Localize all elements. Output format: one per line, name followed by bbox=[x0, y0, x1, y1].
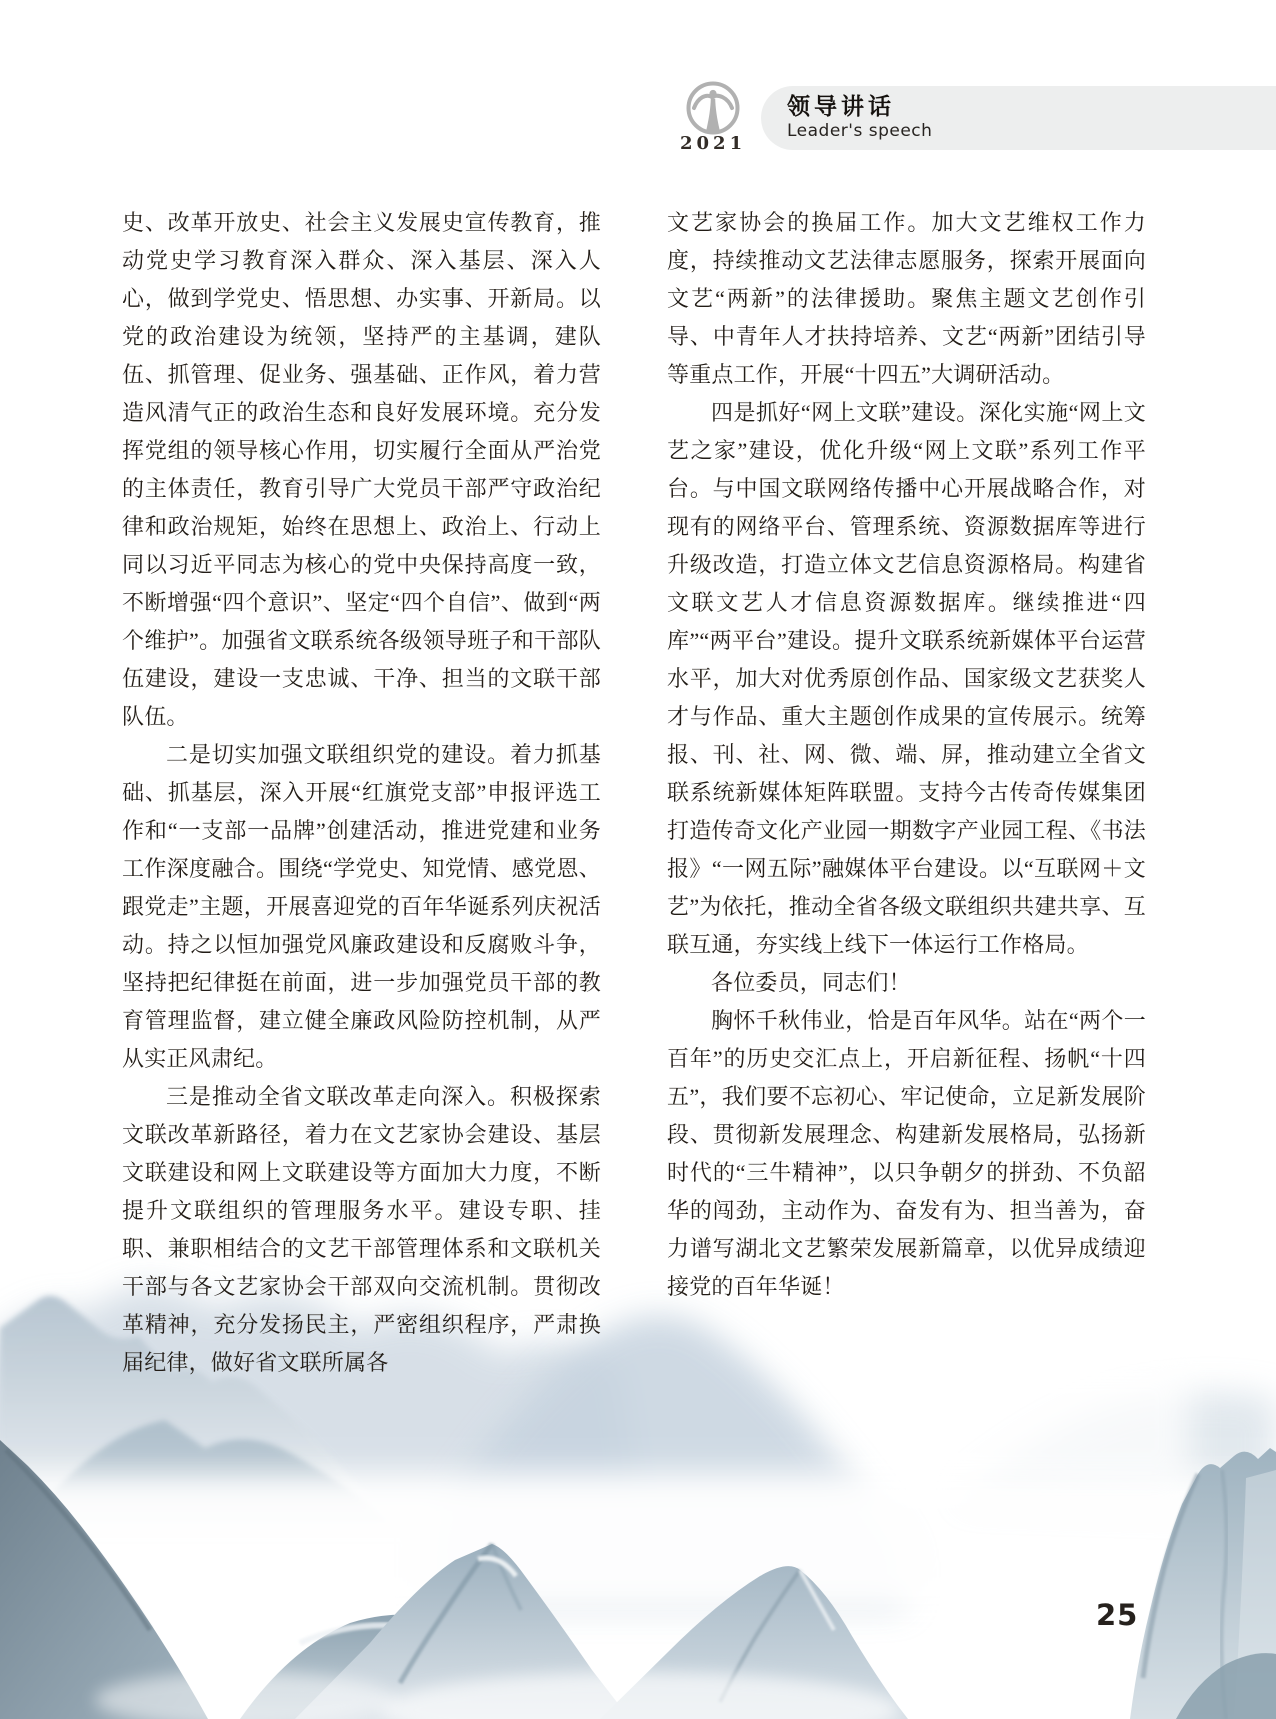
page-number: 25 bbox=[1096, 1598, 1139, 1632]
article-body bbox=[122, 204, 1146, 1382]
left-column bbox=[122, 204, 601, 1382]
section-header-band bbox=[761, 86, 1276, 150]
right-column bbox=[667, 204, 1146, 1382]
federation-emblem-icon bbox=[686, 81, 740, 135]
section-title-zh: 领导讲话 bbox=[787, 94, 895, 120]
paragraph: 各位委员，同志们！ bbox=[711, 970, 911, 995]
paragraph: 二是切实加强文联组织党的建设。着力抓基础、抓基层，深入开展“红旗党支部”申报评选工作和“一支部一品牌”创建活动，推进党建和业务工作深度融合。围绕“学党史、知党情、感党恩、跟党走”主题，开展喜迎党的百年华诞系列庆祝活动。持之以恒加强党风廉政建设和反腐败斗争，坚持把纪律挺在前面，进一步加强党员干部的教育管理监督，建立健全廉政风险防控机制，从严从实正风肃纪。 bbox=[122, 742, 601, 1071]
logo-year-label: 2021 bbox=[680, 133, 747, 154]
section-title-en: Leader's speech bbox=[787, 121, 933, 141]
paragraph: 三是推动全省文联改革走向深入。积极探索文联改革新路径，着力在文艺家协会建设、基层文联建设和网上文联建设等方面加大力度，不断提升文联组织的管理服务水平。建设专职、挂职、兼职相结合的文艺干部管理体系和文联机关干部与各文艺家协会干部双向交流机制。贯彻改革精神，充分发扬民主，严密组织程序，严肃换届纪律，做好省文联所属各 bbox=[122, 1084, 601, 1375]
paragraph: 史、改革开放史、社会主义发展史宣传教育，推动党史学习教育深入群众、深入基层、深入人心，做到学党史、悟思想、办实事、开新局。以党的政治建设为统领，坚持严的主基调，建队伍、抓管理、促业务、强基础、正作风，着力营造风清气正的政治生态和良好发展环境。充分发挥党组的领导核心作用，切实履行全面从严治党的主体责任，教育引导广大党员干部严守政治纪律和政治规矩，始终在思想上、政治上、行动上同以习近平同志为核心的党中央保持高度一致，不断增强“四个意识”、坚定“四个自信”、做到“两个维护”。加强省文联系统各级领导班子和干部队伍建设，建设一支忠诚、干净、担当的文联干部队伍。 bbox=[122, 210, 601, 729]
paragraph: 文艺家协会的换届工作。加大文艺维权工作力度，持续推动文艺法律志愿服务，探索开展面向文艺“两新”的法律援助。聚焦主题文艺创作引导、中青年人才扶持培养、文艺“两新”团结引导等重点工作，开展“十四五”大调研活动。 bbox=[667, 210, 1146, 387]
paragraph: 四是抓好“网上文联”建设。深化实施“网上文艺之家”建设，优化升级“网上文联”系列工作平台。与中国文联网络传播中心开展战略合作，对现有的网络平台、管理系统、资源数据库等进行升级改造，打造立体文艺信息资源格局。构建省文联文艺人才信息资源数据库。继续推进“四库”“两平台”建设。提升文联系统新媒体平台运营水平，加大对优秀原创作品、国家级文艺获奖人才与作品、重大主题创作成果的宣传展示。统筹报、刊、社、网、微、端、屏，推动建立全省文联系统新媒体矩阵联盟。支持今古传奇传媒集团打造传奇文化产业园一期数字产业园工程、《书法报》“一网五际”融媒体平台建设。以“互联网＋文艺”为依托，推动全省各级文联组织共建共享、互联互通，夯实线上线下一体运行工作格局。 bbox=[667, 400, 1146, 957]
paragraph: 胸怀千秋伟业，恰是百年风华。站在“两个一百年”的历史交汇点上，开启新征程、扬帆“十四五”，我们要不忘初心、牢记使命，立足新发展阶段、贯彻新发展理念、构建新发展格局，弘扬新时代的“三牛精神”，以只争朝夕的拼劲、不负韶华的闯劲，主动作为、奋发有为、担当善为，奋力谱写湖北文艺繁荣发展新篇章，以优异成绩迎接党的百年华诞！ bbox=[667, 1008, 1146, 1299]
